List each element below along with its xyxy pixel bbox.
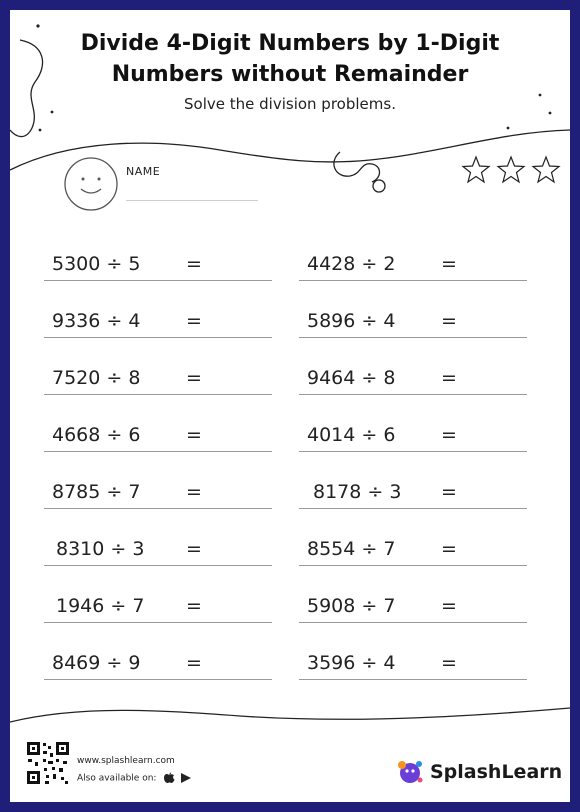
division-expression: 9336 ÷ 4 — [52, 310, 141, 332]
equals-sign: = — [441, 253, 457, 275]
worksheet-page — [10, 10, 570, 802]
division-expression: 8178 ÷ 3 — [313, 481, 402, 503]
equals-sign: = — [441, 310, 457, 332]
division-expression: 1946 ÷ 7 — [56, 595, 145, 617]
division-expression: 3596 ÷ 4 — [307, 652, 396, 674]
division-expression: 4428 ÷ 2 — [307, 253, 396, 275]
problem-row — [299, 478, 527, 509]
answer-field[interactable] — [214, 480, 268, 504]
division-expression: 4668 ÷ 6 — [52, 424, 141, 446]
division-expression: 8785 ÷ 7 — [52, 481, 141, 503]
equals-sign: = — [186, 481, 202, 503]
problem-row — [299, 364, 527, 395]
answer-field[interactable] — [469, 423, 523, 447]
stars-rating-decoration — [460, 154, 566, 188]
play-store-icon — [181, 773, 191, 783]
answer-field[interactable] — [214, 651, 268, 675]
star-icon — [463, 157, 489, 182]
answer-field[interactable] — [469, 252, 523, 276]
answer-field[interactable] — [214, 309, 268, 333]
division-expression: 7520 ÷ 8 — [52, 367, 141, 389]
division-expression: 4014 ÷ 6 — [307, 424, 396, 446]
available-on — [77, 772, 193, 784]
equals-sign: = — [186, 652, 202, 674]
answer-field[interactable] — [469, 594, 523, 618]
division-expression: 9464 ÷ 8 — [307, 367, 396, 389]
available-on-label: Also available on: — [77, 773, 157, 784]
equals-sign: = — [186, 310, 202, 332]
answer-field[interactable] — [469, 366, 523, 390]
website-link[interactable]: www.splashlearn.com — [77, 756, 175, 766]
division-expression: 5908 ÷ 7 — [307, 595, 396, 617]
star-icon — [498, 157, 524, 182]
smiley-face-icon — [62, 155, 120, 213]
problem-row — [299, 649, 527, 680]
problem-row — [299, 250, 527, 281]
name-field[interactable] — [126, 200, 258, 201]
equals-sign: = — [441, 538, 457, 560]
answer-field[interactable] — [214, 423, 268, 447]
problem-row — [299, 535, 527, 566]
equals-sign: = — [441, 595, 457, 617]
problem-row — [44, 250, 272, 281]
division-expression: 5896 ÷ 4 — [307, 310, 396, 332]
answer-field[interactable] — [214, 252, 268, 276]
problem-row — [44, 649, 272, 680]
answer-field[interactable] — [214, 366, 268, 390]
answer-field[interactable] — [469, 309, 523, 333]
division-expression: 8469 ÷ 9 — [52, 652, 141, 674]
problem-row — [44, 535, 272, 566]
equals-sign: = — [186, 595, 202, 617]
splashlearn-logo-icon — [396, 758, 424, 786]
page-title — [10, 28, 570, 90]
division-expression: 5300 ÷ 5 — [52, 253, 141, 275]
equals-sign: = — [186, 253, 202, 275]
equals-sign: = — [441, 424, 457, 446]
problem-row — [299, 307, 527, 338]
problem-row — [44, 421, 272, 452]
equals-sign: = — [186, 424, 202, 446]
instructions: Solve the division problems. — [184, 95, 396, 113]
decorative-doodles — [10, 10, 570, 802]
apple-icon — [164, 773, 175, 784]
answer-field[interactable] — [214, 537, 268, 561]
equals-sign: = — [186, 367, 202, 389]
splashlearn-brand — [396, 758, 562, 786]
equals-sign: = — [441, 481, 457, 503]
brand-name: SplashLearn — [430, 761, 563, 783]
equals-sign: = — [186, 538, 202, 560]
app-store-icons — [163, 772, 193, 784]
problem-row — [44, 478, 272, 509]
name-label: NAME — [126, 165, 161, 178]
title-line-2: Numbers without Remainder — [111, 62, 469, 87]
problem-row — [44, 592, 272, 623]
equals-sign: = — [441, 652, 457, 674]
problem-row — [44, 307, 272, 338]
problem-row — [299, 421, 527, 452]
division-expression: 8554 ÷ 7 — [307, 538, 396, 560]
problem-row — [44, 364, 272, 395]
equals-sign: = — [441, 367, 457, 389]
division-expression: 8310 ÷ 3 — [56, 538, 145, 560]
title-line-1: Divide 4-Digit Numbers by 1-Digit — [80, 31, 500, 56]
problem-row — [299, 592, 527, 623]
answer-field[interactable] — [469, 480, 523, 504]
answer-field[interactable] — [469, 651, 523, 675]
answer-field[interactable] — [469, 537, 523, 561]
qr-code-icon[interactable] — [26, 741, 70, 785]
star-icon — [533, 157, 559, 182]
answer-field[interactable] — [214, 594, 268, 618]
